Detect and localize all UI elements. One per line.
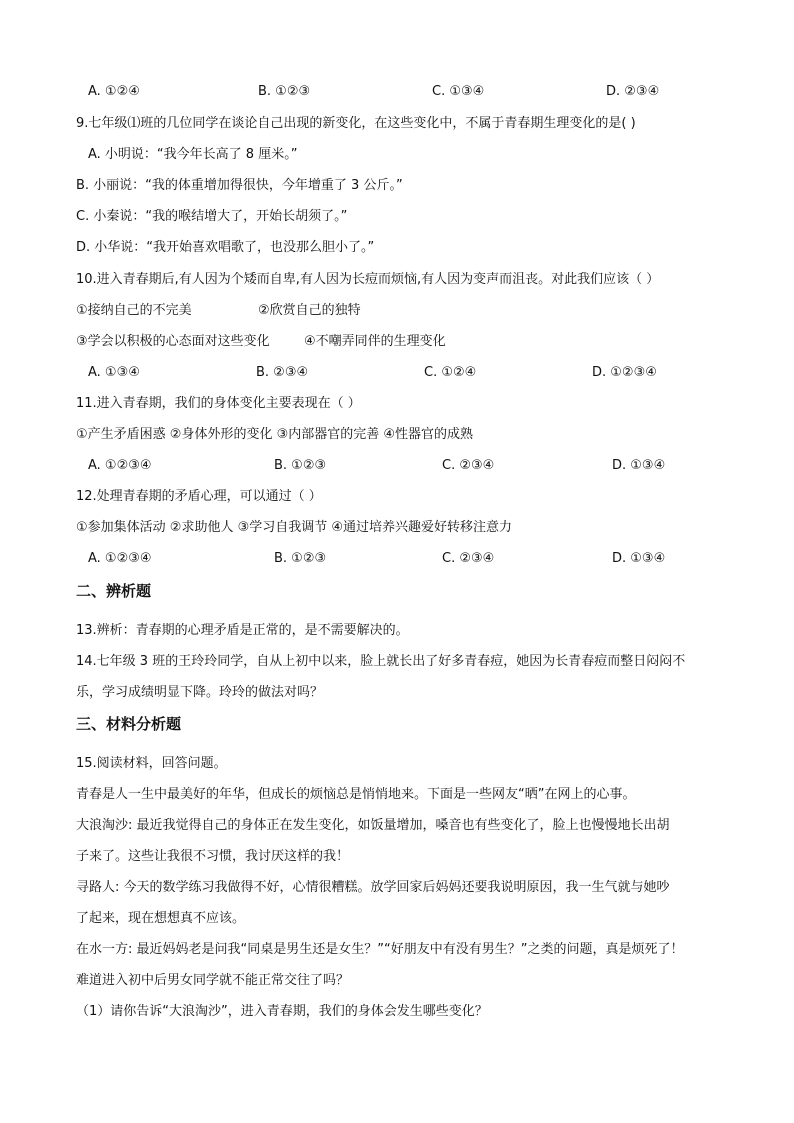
q14-line-2: 乐，学习成绩明显下降。玲玲的做法对吗？ xyxy=(76,685,324,700)
q15-paragraph-2a: 大浪淘沙: 最近我觉得自己的身体正在发生变化，如饭量增加，嗓音也有些变化了，脸上也慢慢地长出胡 xyxy=(76,818,670,833)
q13-text: 13.辨析：青春期的心理矛盾是正常的，是不需要解决的。 xyxy=(76,623,409,638)
section-title-analysis: 二、辨析题 xyxy=(76,582,152,600)
q9-option-b: B. 小丽说：“我的体重增加得很快，今年增重了 3 公斤。” xyxy=(76,178,403,193)
q9-stem: 9.七年级⑴班的几位同学在谈论自己出现的新变化，在这些变化中，不属于青春期生理变化的是( ) xyxy=(76,116,636,131)
q8-option-b: B. ①②③ xyxy=(258,84,311,99)
q10-option-b: B. ②③④ xyxy=(256,365,309,380)
q8-option-d: D. ②③④ xyxy=(606,84,660,99)
q9-option-d: D. 小华说：“我开始喜欢唱歌了，也没那么胆小了。” xyxy=(76,240,375,255)
q10-item-1: ①接纳自己的不完美 xyxy=(76,303,192,318)
q10-option-d: D. ①②③④ xyxy=(592,365,657,380)
q11-items: ①产生矛盾困惑 ②身体外形的变化 ③内部器官的完善 ④性器官的成熟 xyxy=(76,427,474,442)
q8-option-c: C. ①③④ xyxy=(432,84,485,99)
q11-option-c: C. ②③④ xyxy=(442,458,495,473)
q12-option-b: B. ①②③ xyxy=(274,551,327,566)
q12-stem: 12.处理青春期的矛盾心理，可以通过（ ） xyxy=(76,489,322,504)
q15-paragraph-2b: 子来了。这些让我很不习惯，我讨厌这样的我！ xyxy=(76,849,350,864)
q15-stem: 15.阅读材料，回答问题。 xyxy=(76,756,227,771)
q10-item-4: ④不嘲弄同伴的生理变化 xyxy=(304,334,446,349)
q10-option-a: A. ①③④ xyxy=(88,365,140,380)
q11-option-a: A. ①②③④ xyxy=(88,458,152,473)
q15-paragraph-3b: 了起来，现在想想真不应该。 xyxy=(76,911,246,926)
q10-option-c: C. ①②④ xyxy=(424,365,477,380)
q12-option-c: C. ②③④ xyxy=(442,551,495,566)
q15-paragraph-4b: 难道进入初中后男女同学就不能正常交往了吗？ xyxy=(76,973,350,988)
q11-option-b: B. ①②③ xyxy=(274,458,327,473)
q12-items: ①参加集体活动 ②求助他人 ③学习自我调节 ④通过培养兴趣爱好转移注意力 xyxy=(76,520,513,535)
section-title-material: 三、材料分析题 xyxy=(76,715,182,733)
q10-item-2: ②欣赏自己的独特 xyxy=(258,303,361,318)
q15-paragraph-3a: 寻路人: 今天的数学练习我做得不好，心情很糟糕。放学回家后妈妈还要我说明原因，我一生气就与她吵 xyxy=(76,880,670,895)
q15-paragraph-4a: 在水一方: 最近妈妈老是问我“同桌是男生还是女生？”“好朋友中有没有男生？”之类的问题，真是烦死了！ xyxy=(76,942,684,957)
q10-item-3: ③学会以积极的心态面对这些变化 xyxy=(76,334,270,349)
q14-line-1: 14.七年级 3 班的王玲玲同学，自从上初中以来，脸上就长出了好多青春痘，她因为长青春痘而整日闷闷不 xyxy=(76,654,686,669)
q11-option-d: D. ①③④ xyxy=(612,458,666,473)
q11-stem: 11.进入青春期，我们的身体变化主要表现在（ ） xyxy=(76,396,361,411)
q9-option-a: A. 小明说：“我今年长高了 8 厘米。” xyxy=(88,147,298,162)
q12-option-d: D. ①③④ xyxy=(612,551,666,566)
q15-subquestion-1: （1）请你告诉“大浪淘沙”，进入青春期，我们的身体会发生哪些变化？ xyxy=(76,1004,488,1019)
q8-option-a: A. ①②④ xyxy=(88,84,140,99)
q10-stem: 10.进入青春期后,有人因为个矮而自卑,有人因为长痘而烦恼,有人因为变声而沮丧。对此我们应该（ ） xyxy=(76,272,660,287)
q12-option-a: A. ①②③④ xyxy=(88,551,152,566)
q15-paragraph-1: 青春是人一生中最美好的年华，但成长的烦恼总是悄悄地来。下面是一些网友“晒”在网上的心事。 xyxy=(76,787,636,802)
q9-option-c: C. 小秦说：“我的喉结增大了，开始长胡须了。” xyxy=(76,209,348,224)
